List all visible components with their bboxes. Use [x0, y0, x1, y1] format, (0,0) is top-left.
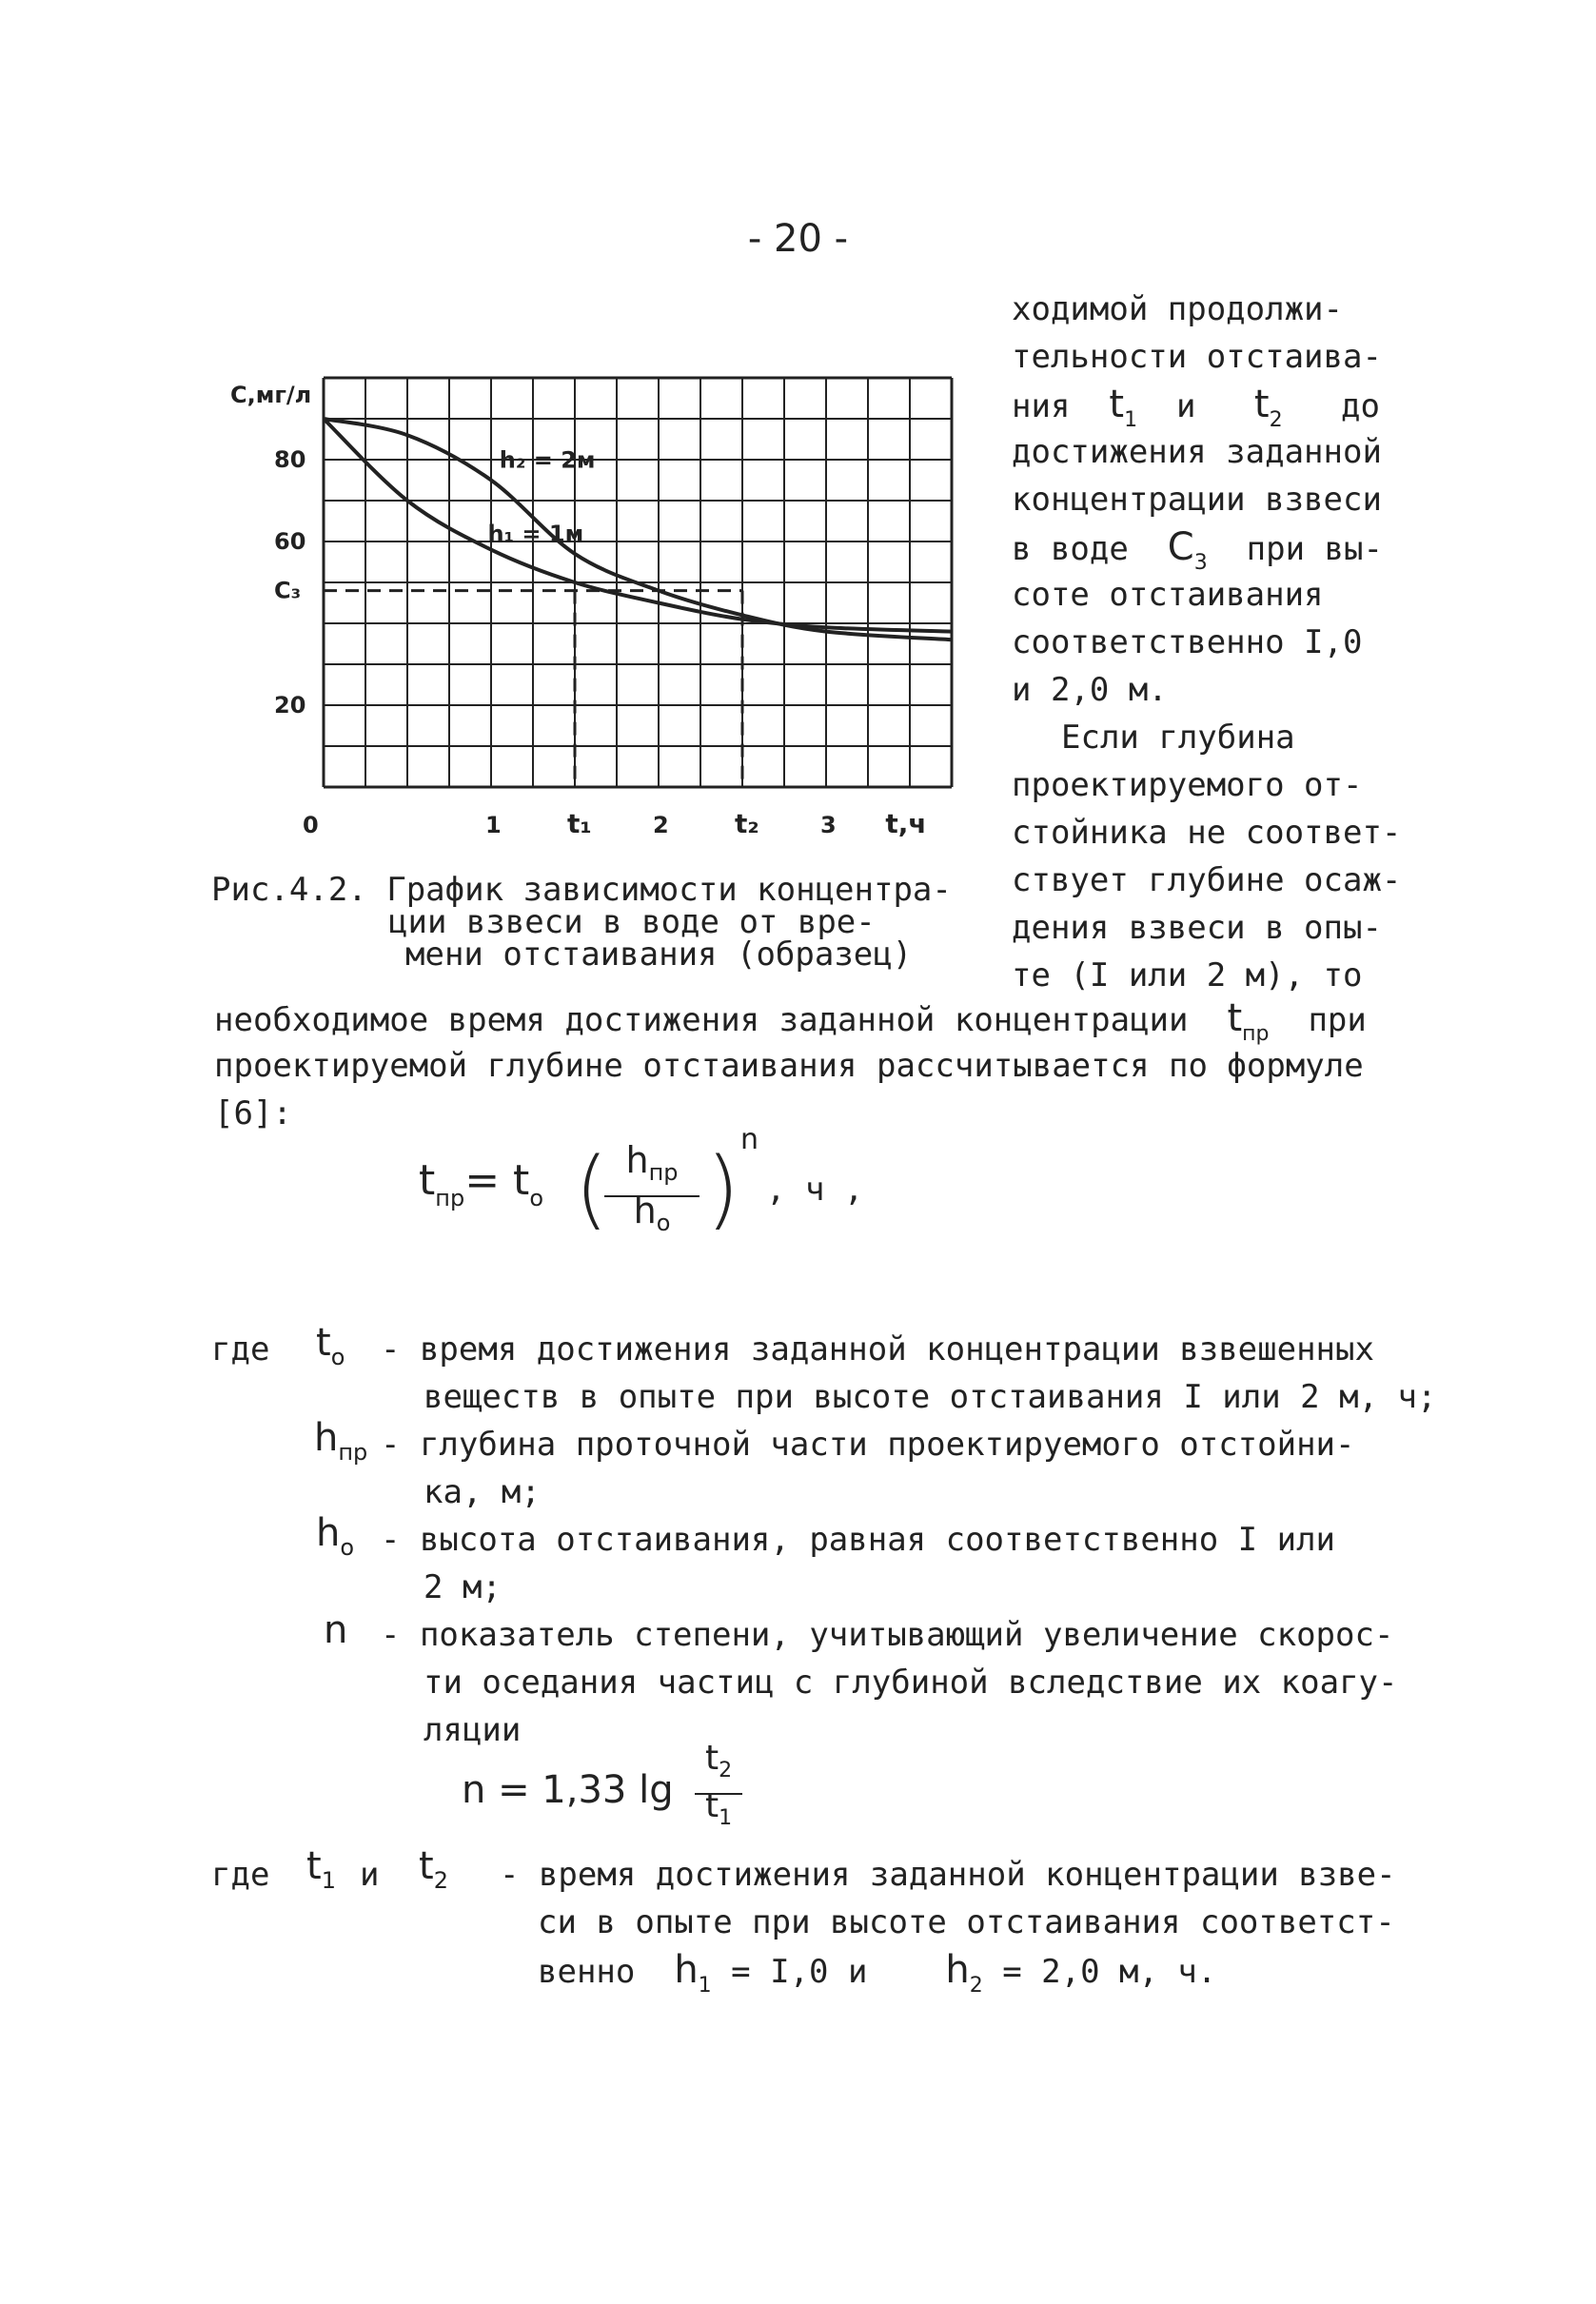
symbol-h2: h: [945, 1948, 970, 1992]
text-line: концентрации взвеси: [1012, 481, 1382, 519]
where-label: где: [211, 1330, 270, 1369]
text-line: ствует глубине осаж-: [1012, 861, 1402, 899]
text-fragment: = I,0 и: [731, 1953, 868, 1991]
text-line: проектируемой глубине отстаивания рассчитывается по формуле: [214, 1047, 1364, 1085]
where-symbol-t0: [316, 1321, 345, 1370]
text-line: [6]:: [214, 1094, 292, 1132]
where-def-n-line1: - показатель степени, учитывающий увеличение скорос-: [381, 1616, 1394, 1654]
where2-def-line3: [538, 1946, 1216, 2010]
formula-denominator: [604, 1188, 699, 1246]
subscript: 2: [969, 1974, 983, 1998]
concentration-chart: [219, 366, 961, 842]
y-ticks: [274, 446, 305, 719]
text-line: стойника не соответ-: [1012, 814, 1402, 852]
x-ticks: [303, 808, 927, 839]
text-line: соответственно I,0: [1012, 623, 1363, 661]
text-fragment: в воде: [1012, 530, 1129, 568]
subscript: 1: [1124, 408, 1138, 432]
formula-symbol: h: [625, 1139, 649, 1181]
where-def-t0-line1: - время достижения заданной концентрации взвешенных: [381, 1330, 1374, 1369]
text-line: ходимой продолжи-: [1012, 290, 1343, 328]
symbol-t1: t: [1109, 383, 1125, 426]
text-line: тельности отстаива-: [1012, 338, 1382, 376]
series-line: [324, 419, 952, 632]
x-tick-label: 2: [653, 812, 669, 838]
formula-symbol: t: [419, 1844, 434, 1888]
text-fragment: ния: [1012, 387, 1071, 425]
where-def-h0-line1: - высота отстаивания, равная соответственно I или: [381, 1521, 1336, 1559]
formula-n-denominator: [695, 1784, 742, 1841]
text-line: Если глубина: [1061, 719, 1295, 757]
series-label: h₂ = 2м: [499, 446, 596, 474]
where-def-t0-line2: веществ в опыте при высоте отстаивания I или 2 м, ч;: [424, 1378, 1437, 1416]
where-symbol-h0: [316, 1511, 354, 1561]
text-line: достижения заданной: [1012, 433, 1382, 471]
subscript: пр: [338, 1439, 368, 1466]
symbol-h1: h: [674, 1948, 699, 1992]
right-column-text: [1012, 286, 1401, 999]
left-paren: (: [575, 1139, 609, 1239]
symbol-c3: С: [1167, 525, 1194, 569]
text-line: и 2,0 м.: [1012, 671, 1168, 709]
x-tick-label: 0: [303, 812, 319, 838]
formula-symbol: h: [633, 1190, 657, 1231]
y-tick-label: 80: [274, 446, 306, 473]
chart-marks: [324, 419, 952, 787]
where2-def-line2: си в опыте при высоте отстаивания соответст-: [538, 1903, 1395, 1941]
formula-symbol: t: [306, 1844, 322, 1888]
subscript: пр: [435, 1185, 465, 1211]
where2-and: и: [360, 1856, 380, 1894]
subscript: 2: [1269, 408, 1283, 432]
where2-def-line1: - время достижения заданной концентрации взве-: [500, 1856, 1396, 1894]
where-def-hpr-line1: - глубина проточной части проектируемого отстойни-: [381, 1426, 1355, 1464]
x-tick-label: 1: [485, 812, 502, 838]
text-line: соте отстаивания: [1012, 576, 1324, 614]
formula-n-lhs: n = 1,33 lg: [462, 1768, 674, 1812]
text-fragment: = 2,0 м, ч.: [1002, 1953, 1217, 1991]
subscript: пр: [1242, 1022, 1270, 1046]
x-marker-label: t₂: [735, 808, 759, 839]
subscript: 2: [719, 1759, 733, 1782]
text-fragment: и: [1176, 387, 1196, 425]
y-tick-label: С₃: [274, 577, 302, 604]
where2-symbol-t2: [419, 1844, 448, 1894]
body-text: [214, 994, 1367, 1137]
where-def-h0-line2: 2 м;: [424, 1568, 502, 1606]
formula-symbol: = t: [464, 1156, 530, 1205]
y-tick-label: 20: [274, 692, 306, 719]
where2-label: где: [211, 1856, 270, 1894]
figure-caption-line3: мени отстаивания (образец): [405, 935, 913, 974]
subscript: о: [330, 1344, 345, 1370]
page-number: - 20 -: [747, 217, 849, 261]
series-line: [324, 419, 952, 640]
y-tick-label: 60: [274, 528, 306, 555]
subscript: о: [656, 1210, 671, 1236]
text-line: [1012, 381, 1401, 432]
y-axis-label: С,мг/л: [230, 382, 312, 408]
subscript: 1: [321, 1867, 336, 1894]
where-def-hpr-line2: ка, м;: [424, 1473, 541, 1511]
formula-symbol: t: [419, 1156, 436, 1205]
where-symbol-hpr: [314, 1416, 367, 1466]
subscript: 1: [719, 1806, 733, 1830]
formula-symbol: t: [704, 1739, 719, 1778]
text-line: проектируемого от-: [1012, 766, 1363, 804]
series-label: h₁ = 1м: [487, 521, 584, 547]
where-symbol-n: n: [324, 1608, 348, 1652]
text-line: [1012, 523, 1401, 575]
formula-tpr: [419, 1156, 543, 1211]
subscript: пр: [648, 1159, 679, 1186]
text-fragment: до: [1341, 387, 1380, 425]
formula-symbol: h: [316, 1511, 341, 1555]
text-fragment: венно: [538, 1953, 636, 1991]
right-paren: ): [706, 1139, 740, 1239]
text-fragment: при: [1308, 1001, 1367, 1039]
x-tick-label: 3: [820, 812, 837, 838]
subscript: 2: [433, 1867, 448, 1894]
where-def-n-line2: ти оседания частиц с глубиной вследствие их коагу-: [424, 1664, 1398, 1702]
x-marker-label: t₁: [567, 808, 592, 839]
text-line: [214, 994, 1367, 1046]
formula-symbol: t: [704, 1786, 719, 1825]
subscript: о: [529, 1185, 543, 1211]
text-line: дения взвеси в опы-: [1012, 909, 1382, 947]
subscript: 1: [698, 1974, 712, 1998]
formula-exponent: n: [740, 1123, 759, 1156]
formula-unit: , ч ,: [766, 1171, 864, 1209]
figure-caption-line1: Рис.4.2. График зависимости концентра-: [211, 871, 952, 909]
symbol-tpr: t: [1227, 996, 1243, 1040]
subscript: о: [340, 1534, 355, 1561]
text-line: те (I или 2 м), то: [1012, 956, 1363, 994]
formula-symbol: h: [314, 1416, 339, 1460]
subscript: 3: [1193, 551, 1208, 575]
x-marker-label: t,ч: [885, 808, 927, 839]
figure-caption-line2: ции взвеси в воде от вре-: [388, 903, 876, 941]
text-fragment: при вы-: [1246, 530, 1383, 568]
symbol-t2: t: [1253, 383, 1270, 426]
where2-symbol-t1: [306, 1844, 336, 1894]
formula-symbol: t: [316, 1321, 331, 1365]
where-def-n-line3: ляции: [424, 1711, 522, 1749]
text-fragment: необходимое время достижения заданной концентрации: [214, 1001, 1189, 1039]
